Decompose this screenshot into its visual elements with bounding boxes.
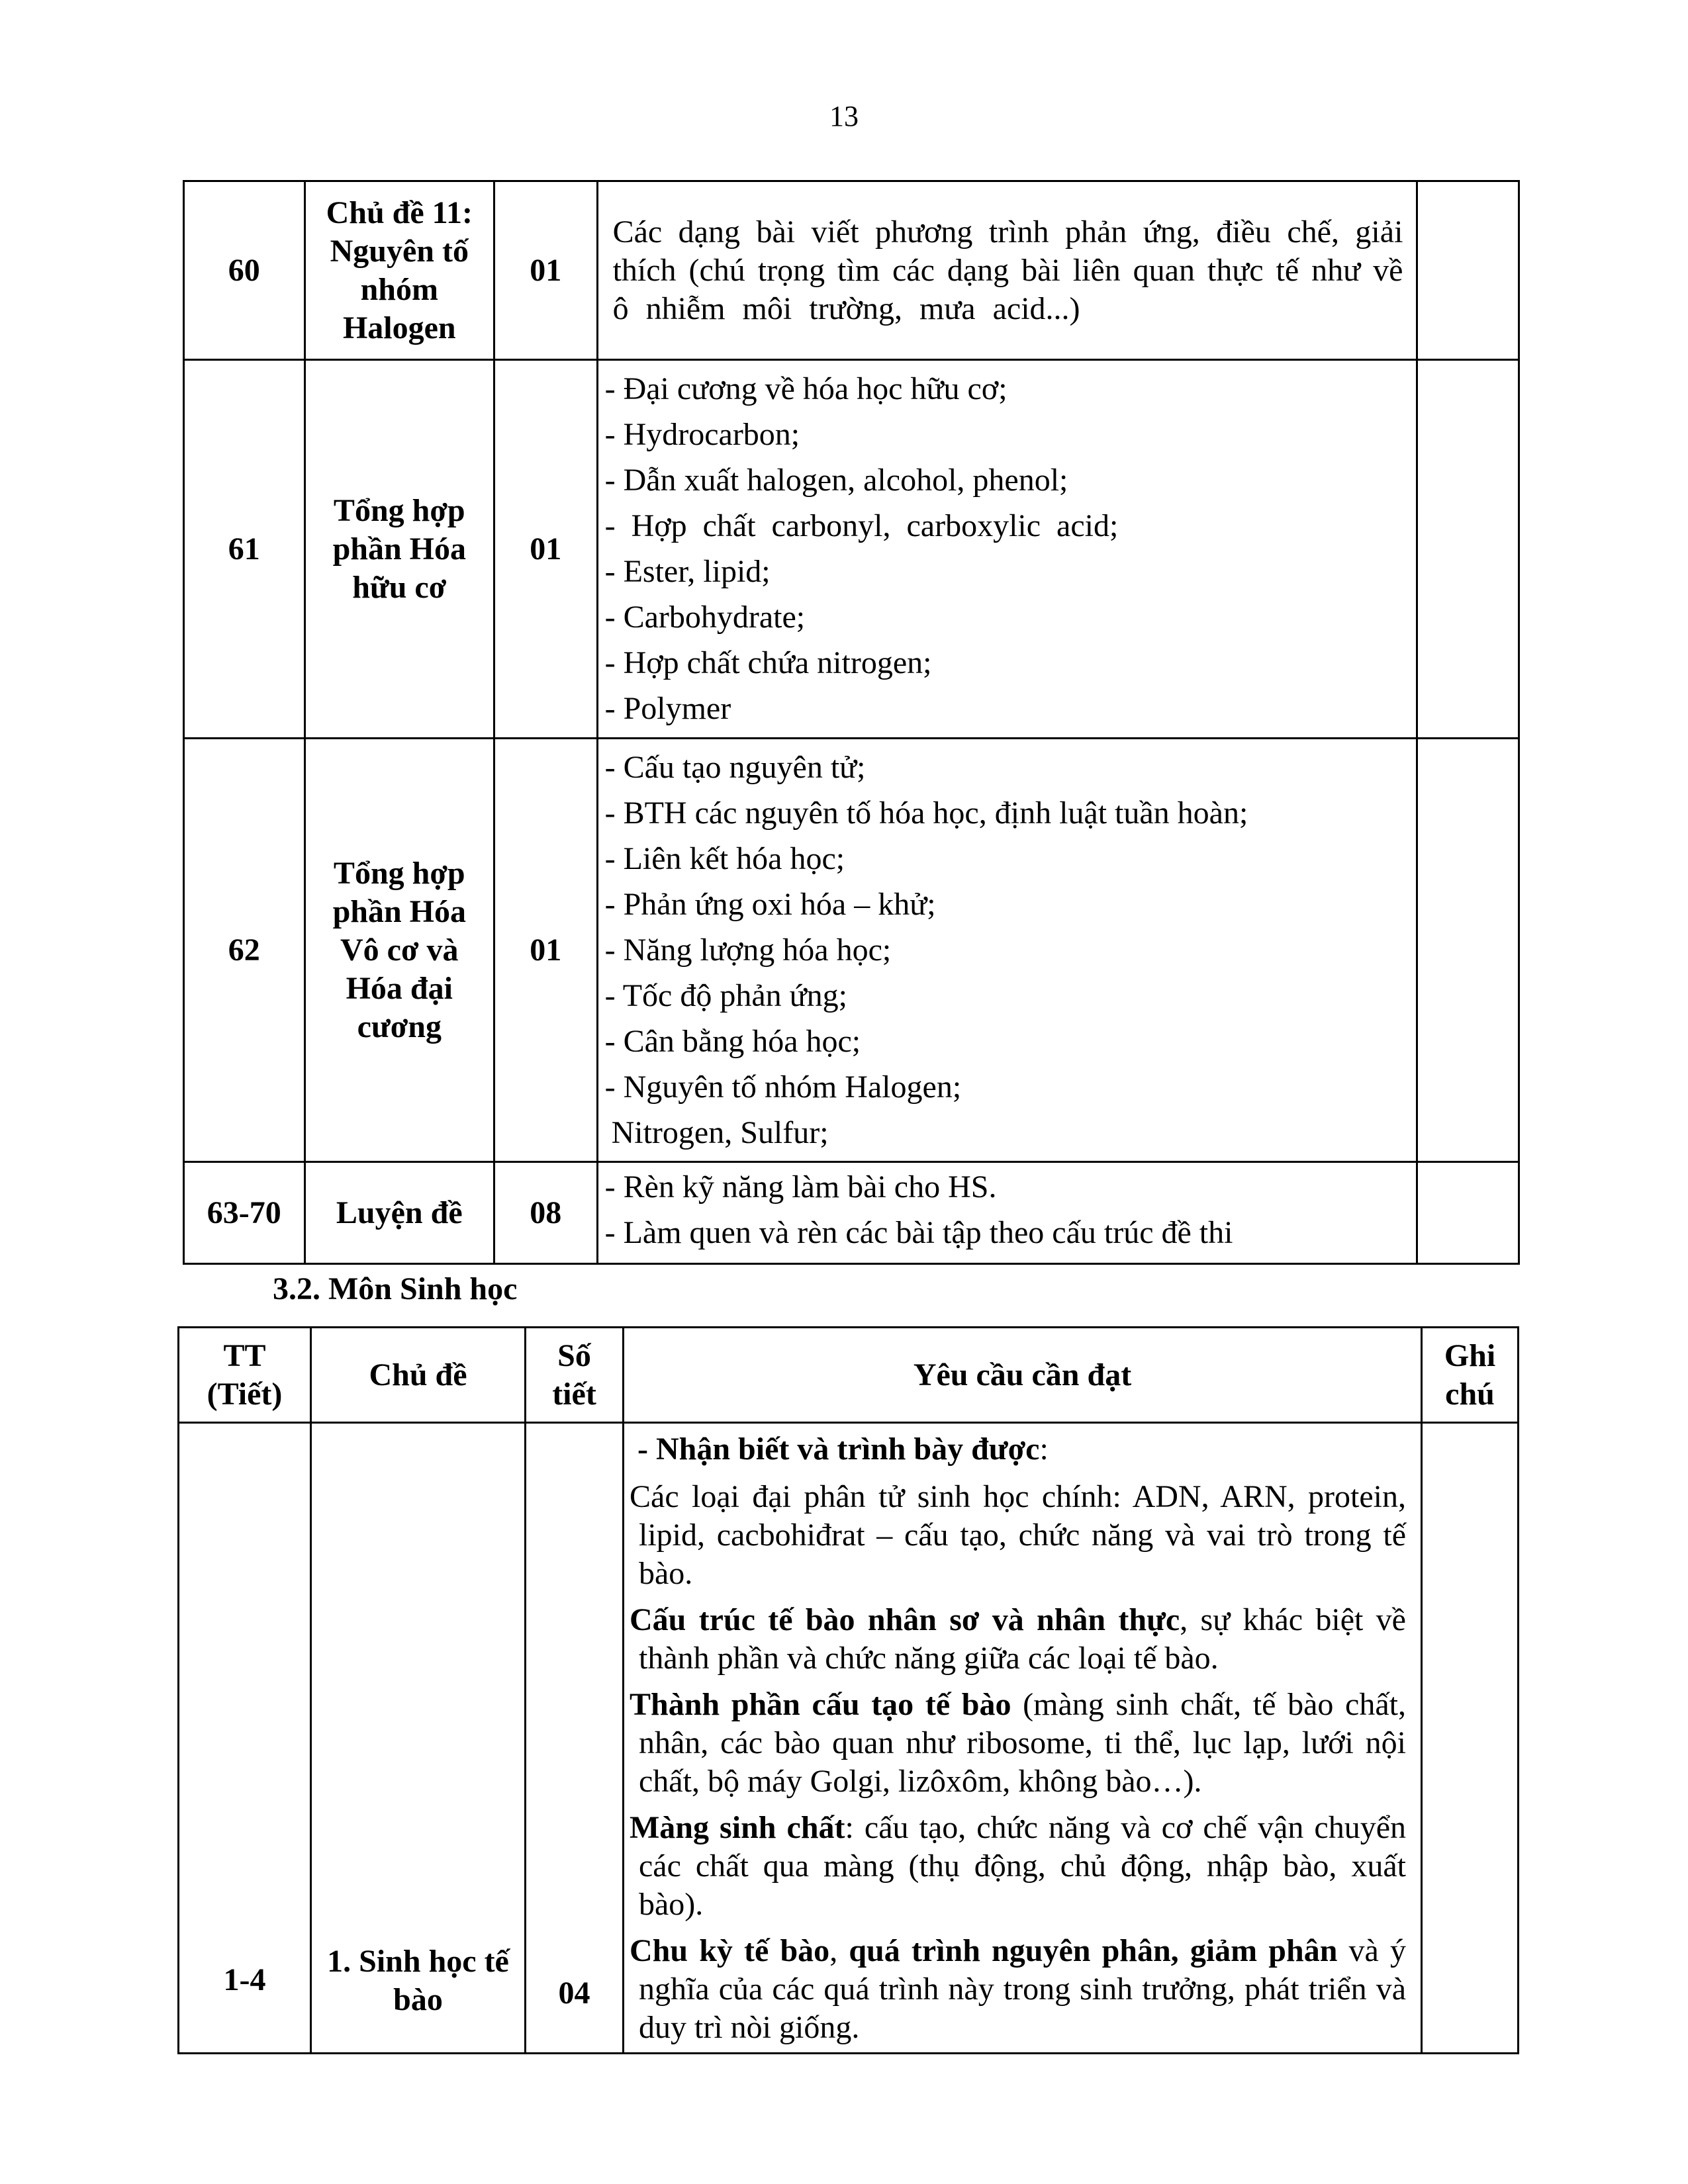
period-count: 01 [494, 360, 597, 739]
topic-line: hữu cơ [352, 569, 447, 605]
requirements-cell [624, 1423, 1422, 2054]
topic-line: bào [393, 1982, 443, 2017]
table-row [184, 739, 1519, 1162]
topic-line: phần Hóa [332, 893, 466, 929]
period-count: 04 [526, 1423, 624, 2054]
header-tt-line: TT [223, 1338, 266, 1373]
content-line: - Tốc độ phản ứng; [604, 978, 847, 1013]
biology-table [177, 1326, 1519, 2054]
content-line: - Hợp chất chứa nitrogen; [604, 645, 932, 680]
content-line: thích (chú trọng tìm các dạng bài liên quan thực tế như về [612, 252, 1403, 288]
topic-line: Tổng hợp [333, 855, 465, 891]
note-cell [1422, 1423, 1519, 2054]
header-row [179, 1328, 1519, 1423]
content-line: ô nhiễm môi trường, mưa acid...) [612, 291, 1080, 326]
table-row [179, 1423, 1519, 2054]
period-count: 01 [494, 181, 597, 360]
content-line: - Hydrocarbon; [604, 417, 800, 452]
requirement-item [630, 1932, 1406, 2047]
content-line: - Cân bằng hóa học; [604, 1024, 861, 1059]
header-periods-line: tiết [552, 1376, 596, 1412]
header-topic: Chủ đề [311, 1328, 526, 1423]
requirement-bold: Thành phần cấu tạo tế bào [630, 1687, 1011, 1722]
topic-line: Nguyên tố [330, 233, 469, 269]
note-cell [1417, 181, 1519, 360]
requirement-item [630, 1601, 1406, 1678]
content-line: - Rèn kỹ năng làm bài cho HS. [604, 1169, 997, 1205]
requirement-separator: , [829, 1933, 849, 1968]
content-cell [597, 360, 1417, 739]
content-line: - Dẫn xuất halogen, alcohol, phenol; [604, 463, 1068, 498]
requirement-bold: quá trình nguyên phân, giảm phân [849, 1933, 1338, 1968]
topic-line: Chủ đề 11: [326, 195, 473, 230]
topic-cell [305, 360, 494, 739]
content-line: Các dạng bài viết phương trình phản ứng, điều chế, giải [612, 214, 1403, 250]
content-line: - Cấu tạo nguyên tử; [604, 750, 866, 785]
content-line: - Liên kết hóa học; [604, 841, 845, 876]
requirements-intro-tail: : [1039, 1432, 1049, 1467]
period-count: 01 [494, 739, 597, 1162]
topic-line: Halogen [342, 310, 456, 345]
topic-line: Hóa đại [346, 970, 453, 1006]
header-note-line: chú [1445, 1376, 1495, 1412]
topic-line: 1. Sinh học tế [327, 1944, 509, 1979]
content-line: - Phản ứng oxi hóa – khử; [604, 887, 936, 922]
content-line: - Polymer [604, 691, 731, 726]
note-cell [1417, 360, 1519, 739]
chemistry-table [183, 180, 1520, 1265]
requirement-text: Các loại đại phân tử sinh học chính: ADN, ARN, protein, lipid, cacbohiđrat – cấu tạo, chức năng và vai trò trong tế bào. [630, 1479, 1406, 1591]
period-count: 08 [494, 1162, 597, 1264]
content-line: - Hợp chất carbonyl, carboxylic acid; [604, 508, 1119, 543]
requirement-item [630, 1478, 1406, 1593]
content-line: - Carbohydrate; [604, 600, 806, 635]
topic-cell [305, 1162, 494, 1264]
header-tt-line: (Tiết) [207, 1376, 283, 1412]
content-line: - Làm quen và rèn các bài tập theo cấu trúc đề thi [604, 1215, 1233, 1250]
note-cell [1417, 739, 1519, 1162]
header-requirements: Yêu cầu cần đạt [624, 1328, 1422, 1423]
header-periods [526, 1328, 624, 1423]
row-number: 62 [184, 739, 305, 1162]
requirement-text: , sự khác biệt về thành phần và chức năng giữa các loại tế bào. [639, 1602, 1406, 1676]
requirement-item [630, 1809, 1406, 1924]
requirement-text: (màng sinh chất, tế bào chất, nhân, các bào quan như ribosome, ti thể, lục lạp, lưới nội chất, bộ máy Golgi, lizôxôm, không bào…). [639, 1687, 1407, 1799]
content-cell [597, 739, 1417, 1162]
content-line: - Nguyên tố nhóm Halogen; [604, 1069, 962, 1105]
topic-line: Tổng hợp [333, 492, 465, 528]
section-heading: 3.2. Môn Sinh học [273, 1271, 518, 1306]
row-number: 63-70 [184, 1162, 305, 1264]
page-number: 13 [829, 100, 859, 132]
topic-line: phần Hóa [332, 531, 466, 567]
row-number: 1-4 [179, 1423, 311, 2054]
topic-cell [305, 739, 494, 1162]
topic-cell [305, 181, 494, 360]
requirement-bold: Chu kỳ tế bào [630, 1933, 830, 1968]
header-note-line: Ghi [1444, 1338, 1496, 1373]
requirements-intro [630, 1430, 1406, 1469]
topic-line: nhóm [360, 271, 438, 307]
content-line: - Năng lượng hóa học; [604, 933, 892, 968]
table-row [184, 360, 1519, 739]
row-number: 61 [184, 360, 305, 739]
table-row [184, 181, 1519, 360]
content-line: - Ester, lipid; [604, 554, 771, 589]
content-cell [597, 181, 1417, 360]
header-note [1422, 1328, 1519, 1423]
requirement-item [630, 1686, 1406, 1801]
header-tt [179, 1328, 311, 1423]
content-cell [597, 1162, 1417, 1264]
content-line: - Đại cương về hóa học hữu cơ; [604, 371, 1008, 406]
requirement-text: : cấu tạo, chức năng và cơ chế vận chuyển các chất qua màng (thụ động, chủ động, nhập bào, xuất bào). [639, 1810, 1407, 1922]
table-row [184, 1162, 1519, 1264]
requirement-text: và ý nghĩa của các quá trình này trong sinh trưởng, phát triển và duy trì nòi giống. [639, 1933, 1406, 2045]
row-number: 60 [184, 181, 305, 360]
requirements-intro-bold: - Nhận biết và trình bày được [637, 1432, 1040, 1467]
topic-cell [311, 1423, 526, 2054]
requirement-bold: Cấu trúc tế bào nhân sơ và nhân thực [630, 1602, 1180, 1637]
topic-line: Vô cơ và [340, 932, 459, 968]
topic-line: Luyện đề [336, 1195, 463, 1230]
topic-line: cương [357, 1009, 442, 1044]
content-line: Nitrogen, Sulfur; [611, 1115, 829, 1150]
content-line: - BTH các nguyên tố hóa học, định luật tuần hoàn; [604, 796, 1248, 831]
requirement-bold: Màng sinh chất [630, 1810, 845, 1845]
note-cell [1417, 1162, 1519, 1264]
header-periods-line: Số [557, 1338, 591, 1373]
